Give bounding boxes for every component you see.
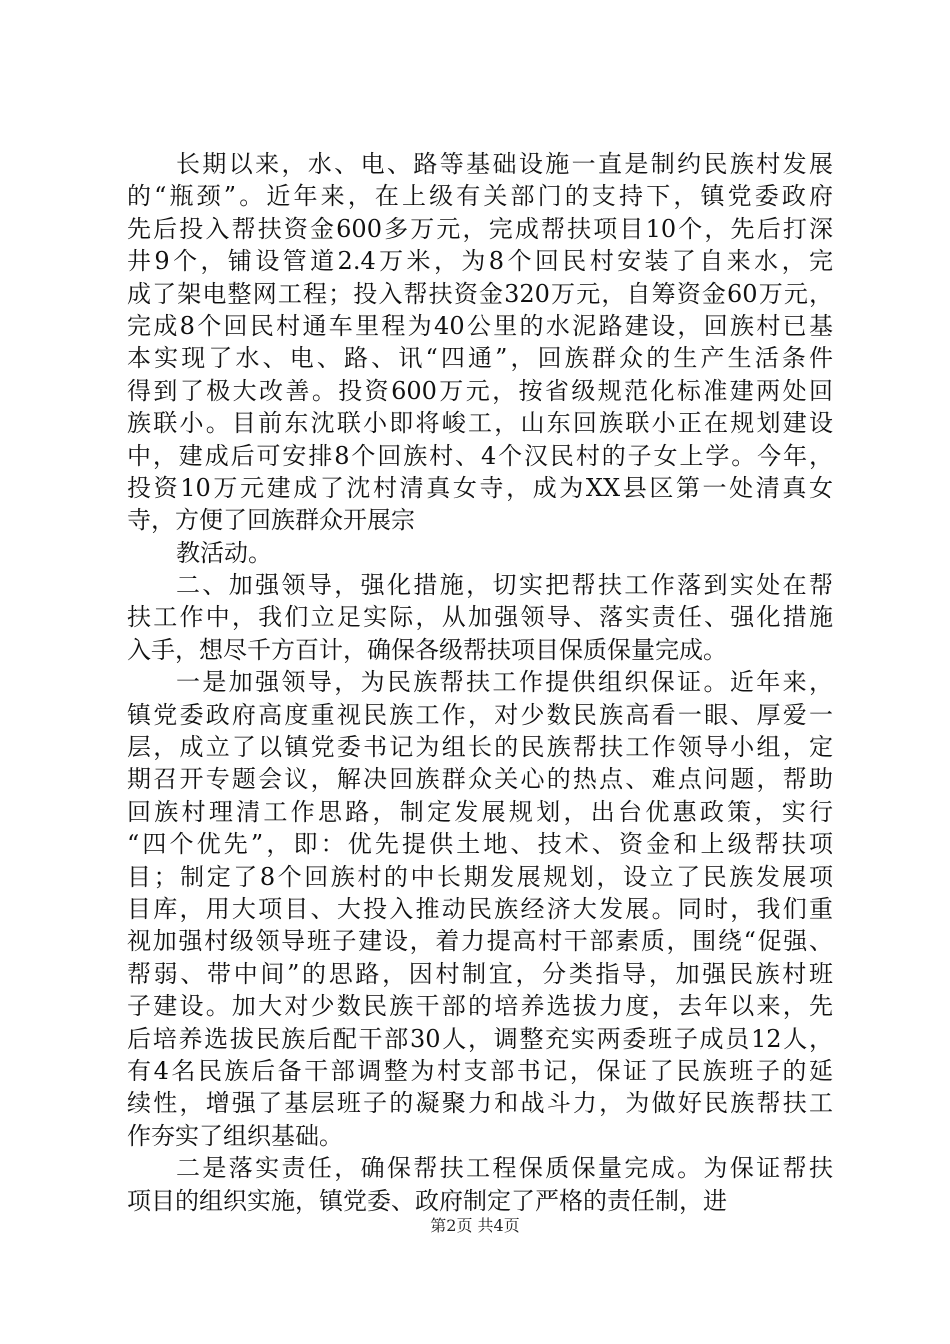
text-line: 回族村理清工作思路，制定发展规划，出台优惠政策，实行 [127, 797, 833, 826]
text-line: 作夯实了组织基础。 [127, 1121, 343, 1150]
text-line: 井9个，铺设管道2.4万米，为8个回民村安装了自来水，完 [127, 247, 833, 276]
text-line: 先后投入帮扶资金600多万元，完成帮扶项目10个，先后打深 [127, 214, 833, 243]
text-line: 镇党委政府高度重视民族工作，对少数民族高看一眼、厚爱一 [127, 700, 833, 729]
text-line: 中，建成后可安排8个回族村、4个汉民村的子女上学。今年， [127, 441, 833, 470]
text-line: 二、加强领导，强化措施，切实把帮扶工作落到实处在帮 [176, 571, 833, 600]
text-line: 的“瓶颈”。近年来，在上级有关部门的支持下，镇党委政府 [127, 182, 833, 211]
text-line: 目；制定了8个回族村的中长期发展规划，设立了民族发展项 [127, 862, 833, 891]
text-line: 长期以来，水、电、路等基础设施一直是制约民族村发展 [176, 150, 833, 178]
text-line: 层，成立了以镇党委书记为组长的民族帮扶工作领导小组，定 [127, 733, 833, 762]
text-line: 入手，想尽千方百计，确保各级帮扶项目保质保量完成。 [127, 635, 727, 664]
text-line: 帮弱、带中间”的思路，因村制宜，分类指导，加强民族村班 [127, 959, 833, 988]
text-line: 续性，增强了基层班子的凝聚力和战斗力，为做好民族帮扶工 [127, 1089, 833, 1118]
text-line: 成了架电整网工程；投入帮扶资金320万元，自筹资金60万元， [127, 279, 833, 308]
text-line: 得到了极大改善。投资600万元，按省级规范化标准建两处回 [127, 376, 833, 405]
text-line: 项目的组织实施，镇党委、政府制定了严格的责任制，进 [127, 1186, 727, 1215]
text-line: 寺，方便了回族群众开展宗 [127, 506, 415, 535]
text-line: 有4名民族后备干部调整为村支部书记，保证了民族班子的延 [127, 1056, 833, 1085]
text-line: 投资10万元建成了沈村清真女寺，成为XX县区第一处清真女 [127, 473, 833, 502]
text-line: 一是加强领导，为民族帮扶工作提供组织保证。近年来， [176, 668, 833, 697]
text-line: 期召开专题会议，解决回族群众关心的热点、难点问题，帮助 [127, 765, 833, 794]
text-line: 本实现了水、电、路、讯“四通”，回族群众的生产生活条件 [127, 344, 833, 373]
text-line: 后培养选拔民族后配干部30人，调整充实两委班子成员12人， [127, 1024, 833, 1053]
text-line: 族联小。目前东沈联小即将峻工，山东回族联小正在规划建设 [127, 409, 833, 438]
text-line: 视加强村级领导班子建设，着力提高村干部素质，围绕“促强、 [127, 927, 833, 956]
page-footer: 第2页 共4页 [430, 1216, 520, 1235]
text-line: 子建设。加大对少数民族干部的培养选拔力度，去年以来，先 [127, 992, 833, 1021]
document-body [127, 148, 833, 1217]
text-line: 目库，用大项目、大投入推动民族经济大发展。同时，我们重 [127, 894, 833, 923]
text-line: 扶工作中，我们立足实际，从加强领导、落实责任、强化措施 [127, 603, 833, 632]
text-line: 完成8个回民村通车里程为40公里的水泥路建设，回族村已基 [127, 311, 833, 340]
text-line: “四个优先”，即：优先提供土地、技术、资金和上级帮扶项 [127, 830, 833, 859]
text-line: 教活动。 [176, 538, 272, 567]
text-line: 二是落实责任，确保帮扶工程保质保量完成。为保证帮扶 [176, 1154, 833, 1183]
